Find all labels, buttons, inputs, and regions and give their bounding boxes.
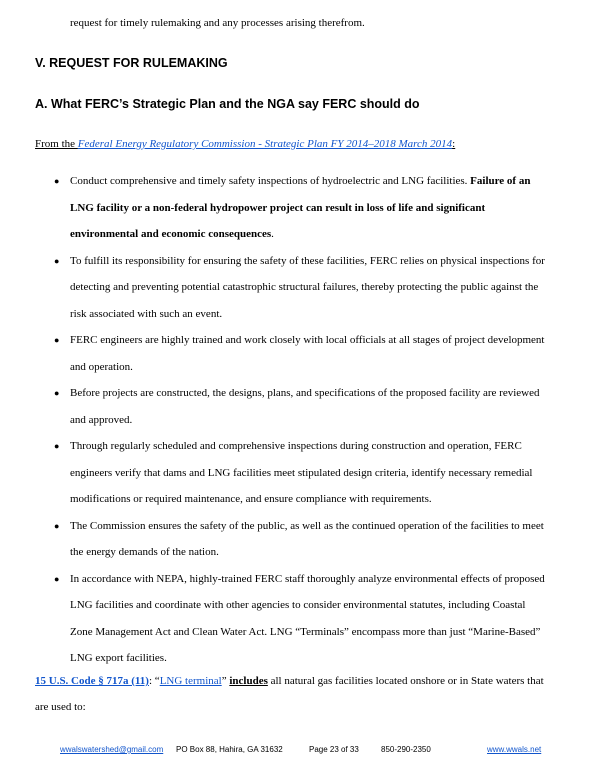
bullet-icon: ●: [54, 255, 60, 266]
list-item: [35, 248, 550, 328]
bullet-text: Conduct comprehensive and timely safety inspections of hydroelectric and LNG facilities.: [70, 175, 471, 187]
strategic-plan-link[interactable]: Federal Energy Regulatory Commission - Strategic Plan FY 2014–2018 March 2014: [77, 138, 453, 150]
subsection-heading: A. What FERC’s Strategic Plan and the NGA say FERC should do: [35, 97, 420, 111]
includes-text: includes: [229, 675, 268, 687]
bullet-bold-text: Failure of an LNG facility or a non-federal hydropower project can result in loss of life and significant environmental and economic consequences: [70, 175, 531, 240]
list-item: [35, 566, 550, 672]
bullet-text: In accordance with NEPA, highly-trained FERC staff thoroughly analyze environmental effects of proposed LNG facilities and coordinate with other agencies to consider environmental statutes, including Coastal Zone Management Act and Clean Water Act. LNG “Terminals” encompass more than just “Marine-Based” LNG export facilities.: [70, 572, 545, 664]
list-item: [35, 327, 550, 380]
footer-email-link[interactable]: wwalswatershed@gmail.com: [60, 745, 164, 754]
us-code-link[interactable]: 15 U.S. Code § 717a (11): [35, 675, 149, 687]
bullet-icon: ●: [54, 441, 60, 451]
intro-text: request for timely rulemaking and any processes arising therefrom.: [70, 17, 365, 29]
bullet-text: The Commission ensures the safety of the public, as well as the continued operation of the facilities to meet the energy demands of the nation.: [70, 519, 544, 558]
bullet-icon: ●: [54, 176, 60, 186]
bullet-text: FERC engineers are highly trained and work closely with local officials at all stages of project development and operation.: [70, 334, 545, 373]
bullet-text: Before projects are constructed, the designs, plans, and specifications of the proposed facility are reviewed and approved.: [70, 387, 540, 426]
footer-website-link[interactable]: www.wwals.net: [487, 745, 542, 754]
bullet-tail: .: [271, 228, 274, 240]
bullet-icon: ●: [54, 520, 60, 531]
list-item: [35, 380, 550, 433]
code-close-quote: ”: [221, 675, 230, 687]
section-heading: V. REQUEST FOR RULEMAKING: [35, 56, 228, 70]
bullet-icon: ●: [54, 335, 60, 345]
bullet-text: To fulfill its responsibility for ensuring the safety of these facilities, FERC relies on physical inspections for detecting and preventing potential catastrophic structural failures, thereby protecting the public against the risk associated with such an event.: [70, 254, 545, 320]
list-item: [35, 513, 550, 566]
footer-page-number: Page 23 of 33: [309, 745, 359, 754]
us-code-paragraph: [35, 668, 555, 720]
bullet-icon: ●: [54, 388, 60, 398]
list-item: [35, 168, 550, 248]
bullet-icon: ●: [54, 573, 60, 584]
from-prefix: From the: [35, 138, 78, 150]
footer-phone: 850-290-2350: [381, 745, 431, 754]
strategic-plan-bullet-list: [35, 168, 550, 672]
code-colon-quote: : “: [148, 675, 160, 687]
bullet-text: Through regularly scheduled and comprehensive inspections during construction and operation, FERC engineers verify that dams and LNG facilities meet stipulated design criteria, identify necessary remedial modifications or required maintenance, and ensure compliance with requirements.: [70, 440, 533, 505]
from-suffix: :: [452, 138, 456, 150]
footer-address: PO Box 88, Hahira, GA 31632: [176, 745, 283, 754]
list-item: [35, 433, 550, 513]
lng-terminal-link[interactable]: LNG terminal: [159, 675, 222, 687]
from-line: [35, 136, 455, 152]
code-rest-text: all natural gas facilities located onshore or in State waters that are used to:: [35, 675, 544, 713]
